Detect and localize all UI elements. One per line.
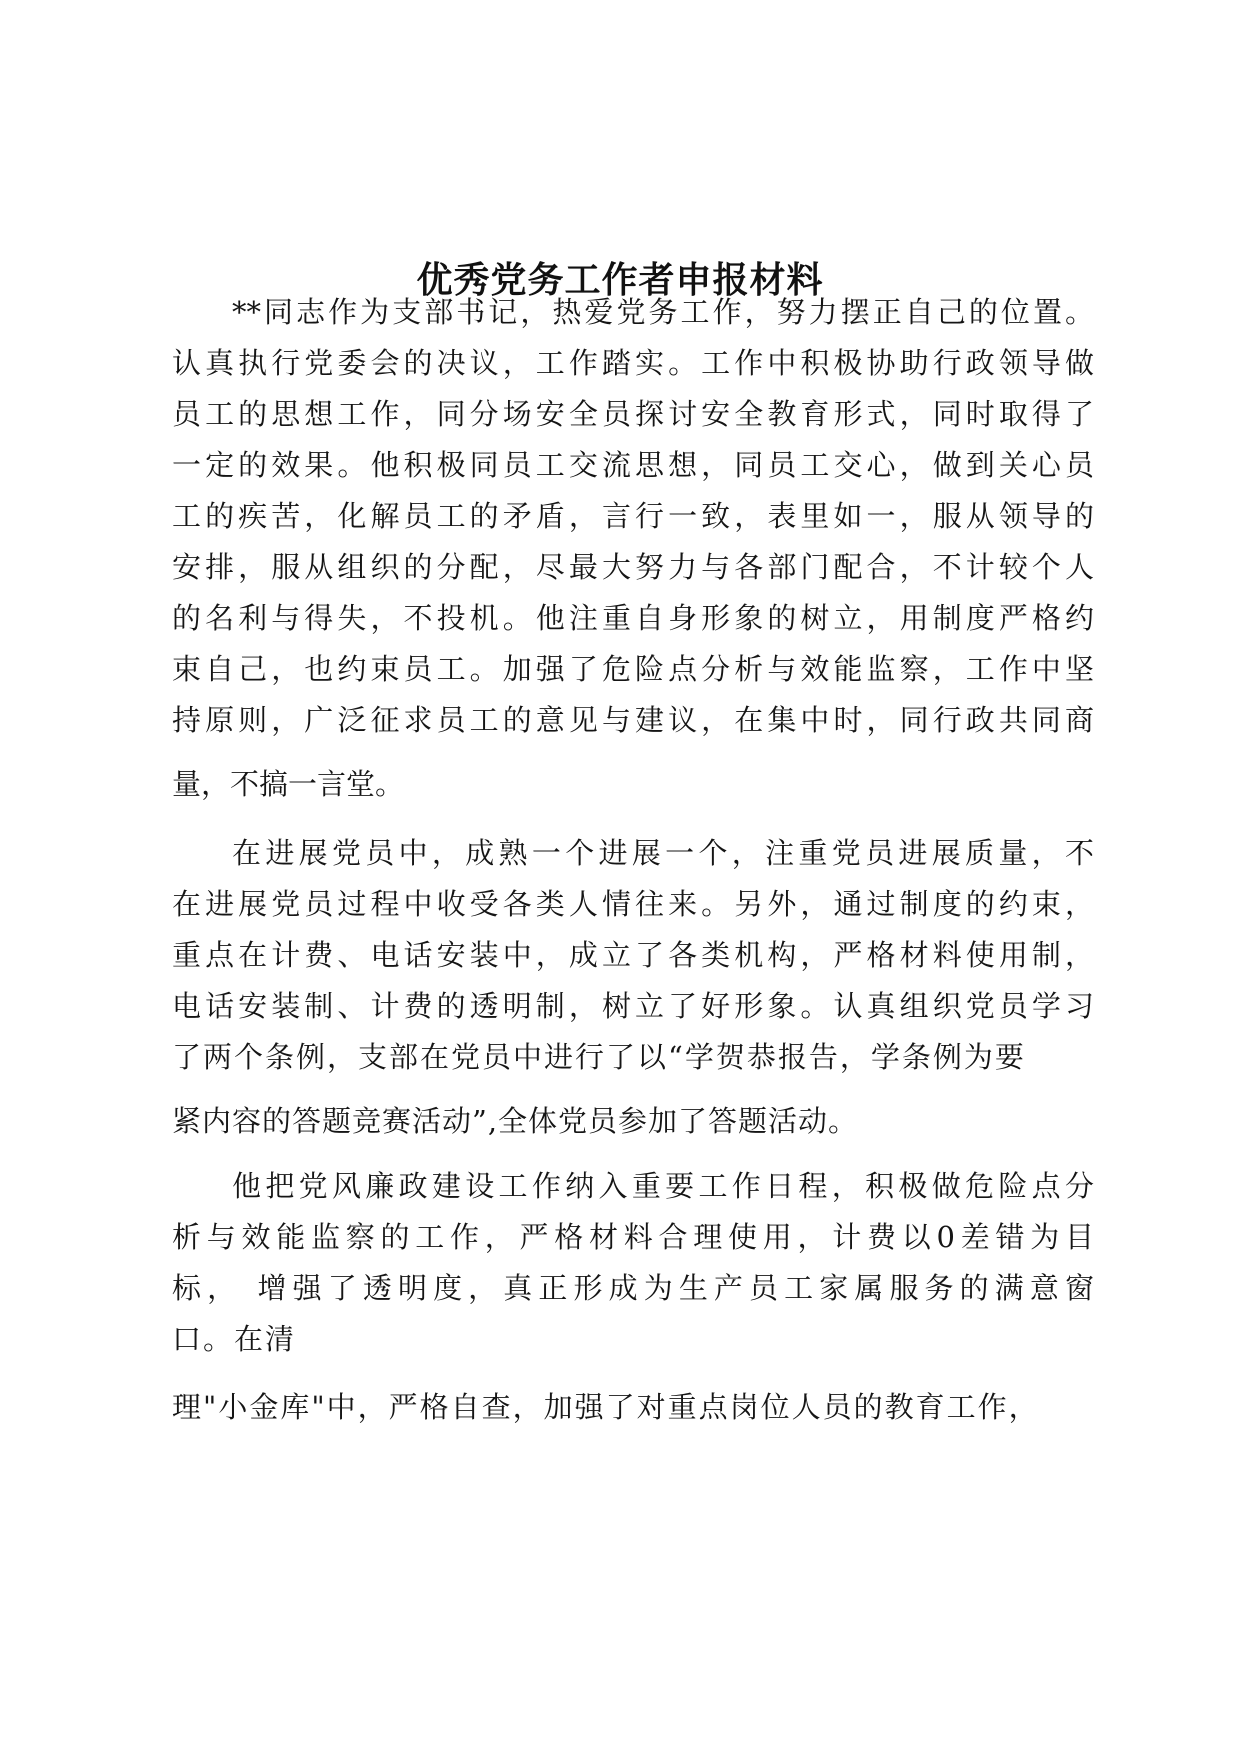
paragraph-1-line-9: 持原则，广泛征求员工的意见与建议，在集中时，同行政共同商: [172, 703, 1094, 737]
paragraph-1-line-2: 认真执行党委会的决议，工作踏实。工作中积极协助行政领导做: [172, 346, 1094, 380]
paragraph-2-line-3: 重点在计费、电话安装中，成立了各类机构，严格材料使用制，: [172, 938, 1094, 972]
paragraph-1-line-10: 量，不搞一言堂。: [172, 767, 405, 801]
paragraph-3-line-5: 理"小金库"中，严格自查，加强了对重点岗位人员的教育工作，: [172, 1390, 1040, 1424]
paragraph-2-line-4: 电话安装制、计费的透明制，树立了好形象。认真组织党员学习: [172, 989, 1094, 1023]
paragraph-2-line-2: 在进展党员过程中收受各类人情往来。另外，通过制度的约束，: [172, 887, 1094, 921]
paragraph-2-line-1: 在进展党员中，成熟一个进展一个，注重党员进展质量，不: [232, 836, 1094, 870]
paragraph-1-line-4: 一定的效果。他积极同员工交流思想，同员工交心，做到关心员: [172, 448, 1094, 482]
paragraph-1-line-8: 束自己，也约束员工。加强了危险点分析与效能监察，工作中坚: [172, 652, 1094, 686]
paragraph-1-line-3: 员工的思想工作，同分场安全员探讨安全教育形式，同时取得了: [172, 397, 1094, 431]
paragraph-1-line-5: 工的疾苦，化解员工的矛盾，言行一致，表里如一，服从领导的: [172, 499, 1094, 533]
paragraph-3-line-2: 析与效能监察的工作，严格材料合理使用，计费以0差错为目: [172, 1220, 1094, 1254]
paragraph-1-line-7: 的名利与得失，不投机。他注重自身形象的树立，用制度严格约: [172, 601, 1094, 635]
paragraph-1-line-6: 安排，服从组织的分配，尽最大努力与各部门配合，不计较个人: [172, 550, 1094, 584]
paragraph-1-line-1: **同志作为支部书记，热爱党务工作，努力摆正自己的位置。: [232, 295, 1094, 329]
document-title: 优秀党务工作者申报材料: [416, 259, 824, 301]
paragraph-2-line-5: 了两个条例，支部在党员中进行了以“学贺恭报告，学条例为要: [172, 1040, 1026, 1074]
paragraph-2-line-6: 紧内容的答题竞赛活动”,全体党员参加了答题活动。: [172, 1104, 859, 1138]
paragraph-3-line-3: 标， 增强了透明度，真正形成为生产员工家属服务的满意窗: [172, 1271, 1094, 1305]
paragraph-3-line-4: 口。在清: [172, 1322, 297, 1356]
paragraph-3-line-1: 他把党风廉政建设工作纳入重要工作日程，积极做危险点分: [232, 1169, 1094, 1203]
